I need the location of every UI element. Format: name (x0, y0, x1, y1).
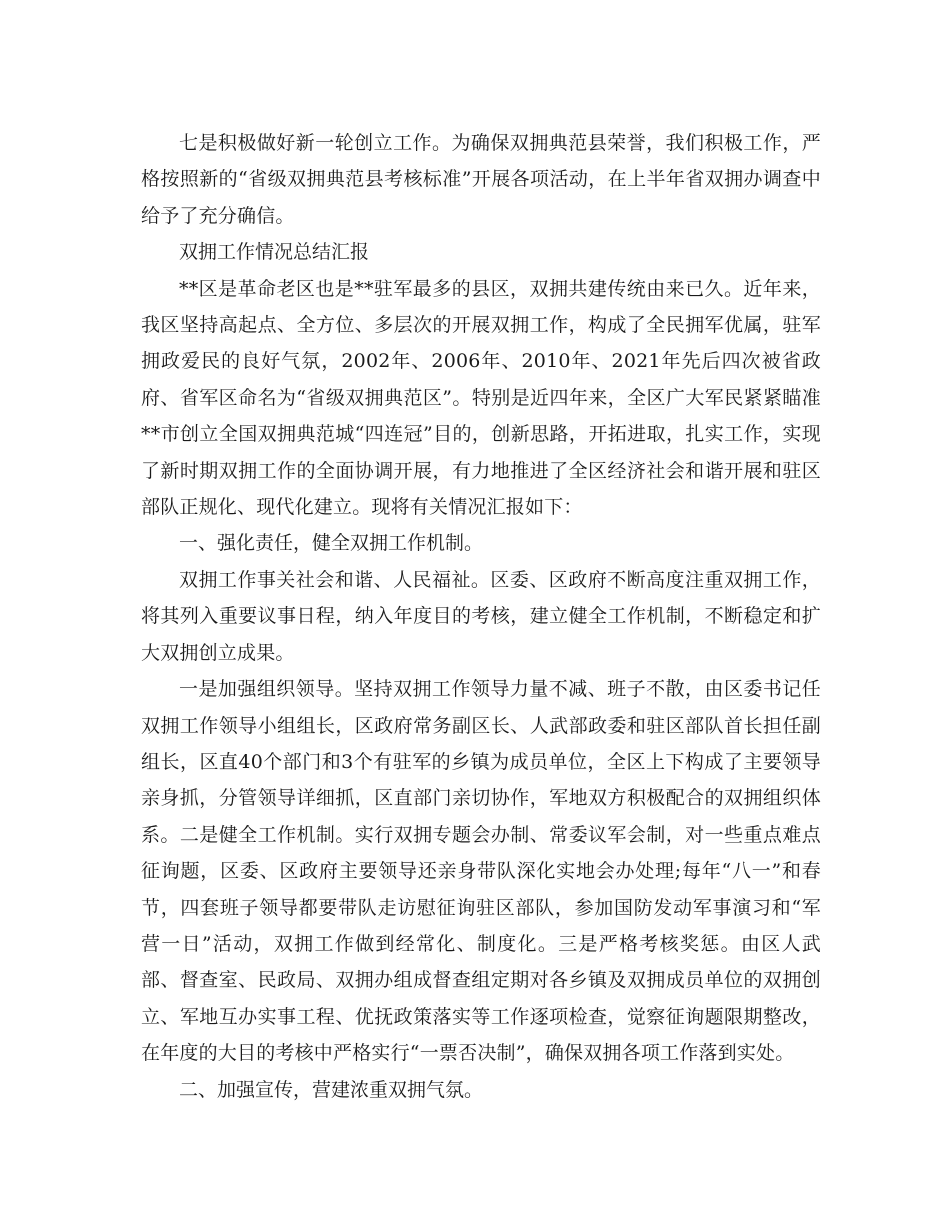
paragraph-item-seven: 七是积极做好新一轮创立工作。为确保双拥典范县荣誉，我们积极工作，严格按照新的“省级双拥典范县考核标准”开展各项活动，在上半年省双拥办调查中给予了充分确信。 (141, 132, 821, 227)
report-title: 双拥工作情况总结汇报 (179, 241, 370, 264)
section-heading-1: 一、强化责任，健全双拥工作机制。 (179, 532, 484, 555)
paragraph-section-1-detail: 一是加强组织领导。坚持双拥工作领导力量不减、班子不散，由区委书记任双拥工作领导小组组长，区政府常务副区长、人武部政委和驻区部队首长担任副组长，区直40个部门和3个有驻军的乡镇为成员单位，全区上下构成了主要领导亲身抓，分管领导详细抓，区直部门亲切协作，军地双方积极配合的双拥组织体系。二是健全工作机制。实行双拥专题会办制、常委议军会制，对一些重点难点征询题，区委、区政府主要领导还亲身带队深化实地会办处理;每年“八一”和春节，四套班子领导都要带队走访慰征询驻区部队，参加国防发动军事演习和“军营一日”活动，双拥工作做到经常化、制度化。三是严格考核奖惩。由区人武部、督查室、民政局、双拥办组成督查组定期对各乡镇及双拥成员单位的双拥创立、军地互办实事工程、优抚政策落实等工作逐项检查，觉察征询题限期整改，在年度的大目的考核中严格实行“一票否决制”，确保双拥各项工作落到实处。 (141, 678, 821, 1065)
section-heading-2: 二、加强宣传，营建浓重双拥气氛。 (179, 1078, 484, 1101)
paragraph-section-1-summary: 双拥工作事关社会和谐、人民福祉。区委、区政府不断高度注重双拥工作，将其列入重要议事日程，纳入年度目的考核，建立健全工作机制，不断稳定和扩大双拥创立成果。 (141, 568, 821, 664)
document-body (141, 125, 821, 1108)
paragraph-intro: **区是革命老区也是**驻军最多的县区，双拥共建传统由来已久。近年来，我区坚持高起点、全方位、多层次的开展双拥工作，构成了全民拥军优属，驻军拥政爱民的良好气氛，2002年、2006年、2010年、2021年先后四次被省政府、省军区命名为“省级双拥典范区”。特别是近四年来，全区广大军民紧紧瞄准**市创立全国双拥典范城“四连冠”目的，创新思路，开拓进取，扎实工作，实现了新时期双拥工作的全面协调开展，有力地推进了全区经济社会和谐开展和驻区部队正规化、现代化建立。现将有关情况汇报如下： (141, 277, 821, 519)
